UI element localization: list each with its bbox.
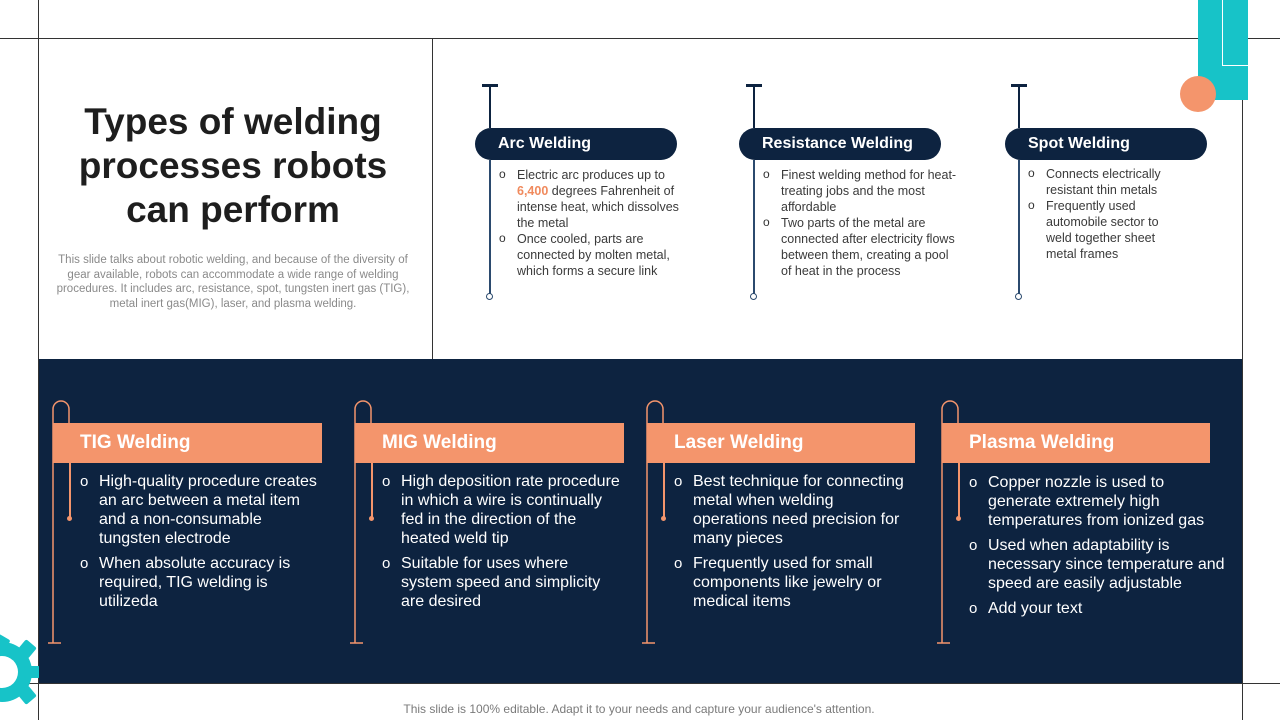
card-title: TIG Welding [53, 423, 322, 463]
timeline-end-dot [750, 293, 757, 300]
list-item: o Best technique for connecting metal when welding operations need precision for many pieces [674, 472, 910, 548]
page-subtitle: This slide talks about robotic welding, and because of the diversity of gear available, robots can accommodate a wide range of welding procedures. It includes arc, resistance, spot, tungsten inert gas (TIG), metal inert gas(MIG), laser, and plasma welding. [56, 254, 410, 310]
connector-line [663, 463, 665, 518]
list-item: o Frequently used for small components like jewelry or medical items [674, 554, 910, 611]
orange-accent-circle [1180, 76, 1216, 112]
card-stem [753, 84, 755, 128]
connector-dot [661, 516, 666, 521]
page-title: Types of welding processes robots can perform [78, 101, 388, 230]
timeline-line [1018, 160, 1020, 294]
timeline-end-dot [1015, 293, 1022, 300]
connector-dot [67, 516, 72, 521]
list-item: o Used when adaptability is necessary since temperature and speed are easily adjustable [969, 536, 1231, 593]
bullet-list [969, 473, 1231, 624]
bullet-list [674, 472, 910, 617]
footer-note: This slide is 100% editable. Adapt it to your needs and capture your audience's attention. [403, 702, 875, 716]
timeline-line [489, 160, 491, 294]
card-title: MIG Welding [355, 423, 624, 463]
bullet-list [1027, 166, 1187, 262]
bullet-list [382, 472, 622, 617]
list-item: o Electric arc produces up to 6,400 degrees Fahrenheit of intense heat, which dissolves the metal [498, 167, 688, 231]
connector-line [958, 463, 960, 518]
frame-divider-line [432, 38, 433, 359]
frame-right-line [1242, 38, 1243, 720]
connector-line [371, 463, 373, 518]
card-title: Arc Welding [475, 128, 677, 160]
frame-bottom-line [0, 683, 1280, 684]
connector-dot [369, 516, 374, 521]
list-item: o Copper nozzle is used to generate extremely high temperatures from ionized gas [969, 473, 1231, 530]
frame-top-line [0, 38, 1280, 39]
connector-line [69, 463, 71, 518]
bullet-list [80, 472, 325, 617]
bullet-list [762, 167, 958, 279]
bullet-list [498, 167, 688, 279]
list-item: o Connects electrically resistant thin metals [1027, 166, 1187, 198]
card-stem [489, 84, 491, 128]
gear-icon [0, 630, 42, 710]
timeline-line [753, 160, 755, 294]
list-item: o Two parts of the metal are connected after electricity flows between them, creating a pool of heat in the process [762, 215, 958, 279]
list-item: o Frequently used automobile sector to weld together sheet metal frames [1027, 198, 1187, 262]
card-title: Laser Welding [647, 423, 915, 463]
list-item: o High-quality procedure creates an arc between a metal item and a non-consumable tungsten electrode [80, 472, 325, 548]
list-item: o High deposition rate procedure in which a wire is continually fed in the direction of the heated weld tip [382, 472, 622, 548]
list-item: o When absolute accuracy is required, TIG welding is utilizeda [80, 554, 325, 611]
list-item: o Once cooled, parts are connected by molten metal, which forms a secure link [498, 231, 688, 279]
card-title: Spot Welding [1005, 128, 1207, 160]
card-title: Resistance Welding [739, 128, 941, 160]
card-stem [1018, 84, 1020, 128]
list-item: o Finest welding method for heat-treating jobs and the most affordable [762, 167, 958, 215]
card-title: Plasma Welding [942, 423, 1210, 463]
timeline-end-dot [486, 293, 493, 300]
list-item: o Suitable for uses where system speed and simplicity are desired [382, 554, 622, 611]
teal-accent-inner-line [1222, 0, 1248, 66]
list-item: o Add your text [969, 599, 1231, 618]
connector-dot [956, 516, 961, 521]
